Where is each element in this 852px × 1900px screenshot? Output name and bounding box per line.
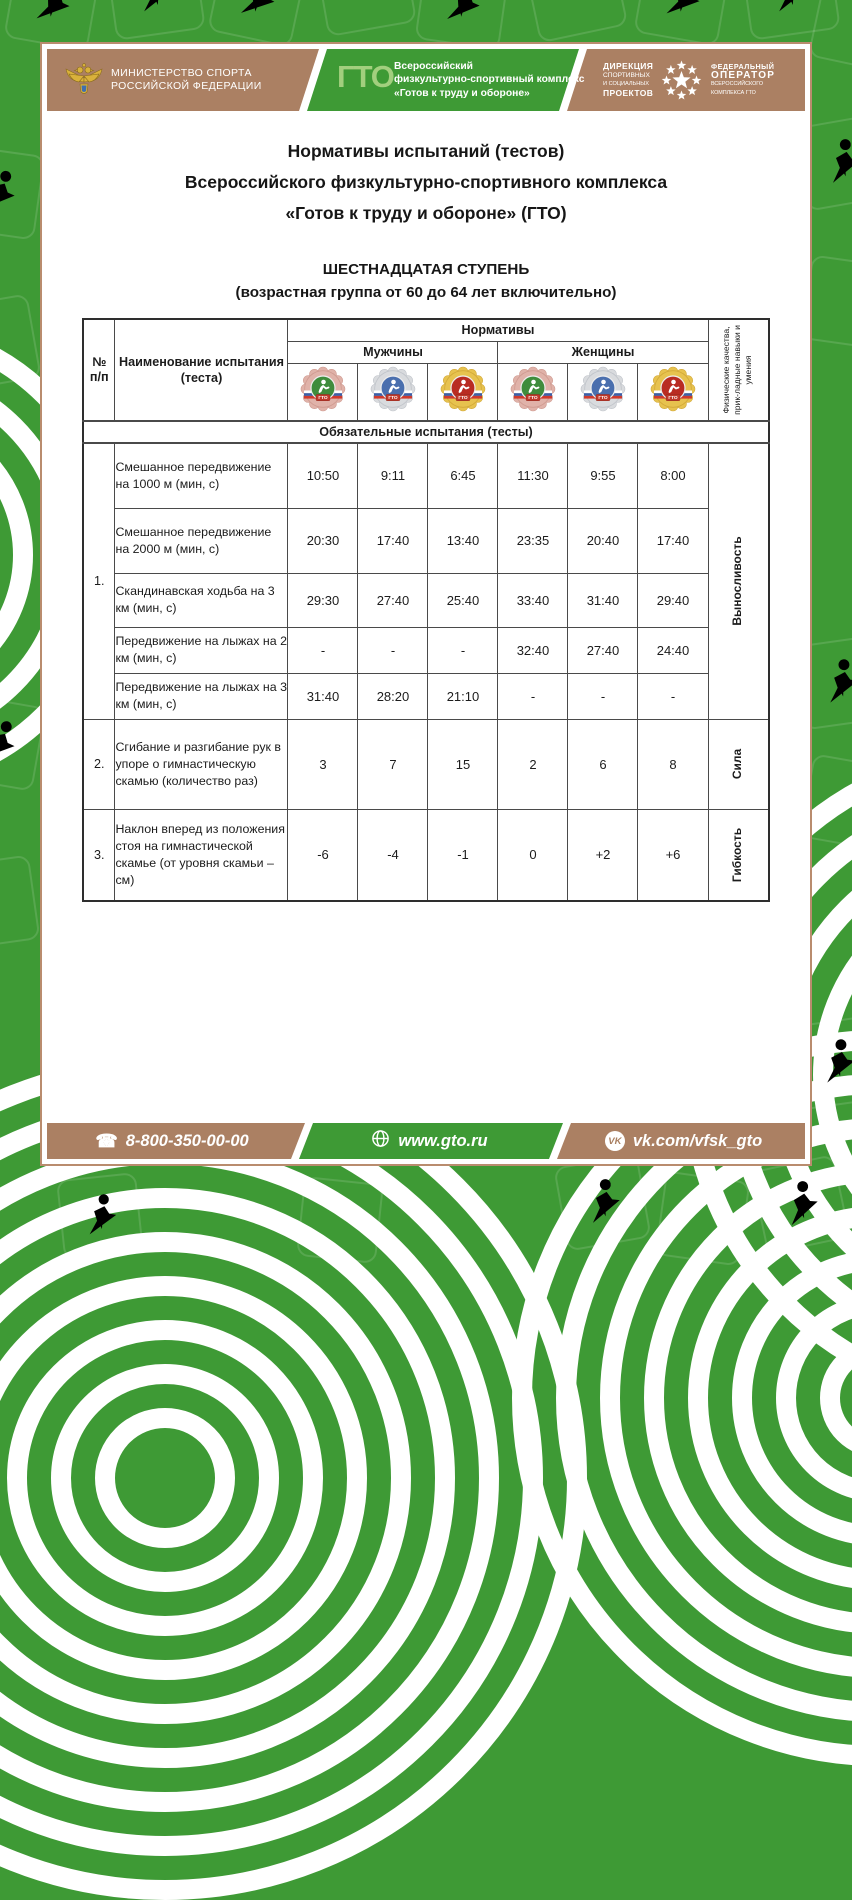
table-row (83, 673, 769, 719)
physical-quality-cell: Выносливость (708, 443, 769, 719)
norm-value-cell: 17:40 (358, 508, 428, 573)
norm-value-cell: 20:40 (568, 508, 638, 573)
title-line1: Нормативы испытаний (тестов) (287, 141, 565, 161)
norm-value-cell: 32:40 (498, 627, 568, 673)
norm-value-cell: -1 (428, 809, 498, 901)
col-header-women: Женщины (498, 341, 708, 363)
gto-badge-silver-icon (568, 363, 638, 421)
gto-badge-bronze-icon (498, 363, 568, 421)
norm-value-cell: 17:40 (638, 508, 708, 573)
norm-value-cell: 20:30 (288, 508, 358, 573)
age-group: (возрастная группа от 60 до 64 лет включительно) (235, 284, 617, 301)
test-name-cell: Передвижение на лыжах на 2 км (мин, с) (115, 627, 288, 673)
norm-value-cell: 3 (288, 719, 358, 809)
svg-text:ГТО: ГТО (528, 396, 538, 402)
col-header-number: № п/п (83, 319, 115, 421)
ministry-title (111, 67, 262, 93)
norm-value-cell: - (568, 673, 638, 719)
norm-value-cell: - (288, 627, 358, 673)
physical-quality-cell: Сила (708, 719, 769, 809)
norm-value-cell: 23:35 (498, 508, 568, 573)
globe-icon (371, 1129, 390, 1153)
vk-icon: VK (605, 1131, 625, 1151)
ministry-line2: РОССИЙСКОЙ ФЕДЕРАЦИИ (111, 80, 262, 92)
test-name-cell: Смешанное передвижение на 1000 м (мин, с) (115, 443, 288, 508)
phone-number: 8-800-350-00-00 (125, 1131, 249, 1150)
title-line2: Всероссийского физкультурно-спортивного комплекса (184, 172, 668, 192)
physical-quality-cell: Гибкость (708, 809, 769, 901)
norm-value-cell: 27:40 (568, 627, 638, 673)
norm-value-cell: 28:20 (358, 673, 428, 719)
norm-value-cell: 29:40 (638, 573, 708, 627)
hotline-phone (47, 1123, 297, 1159)
col-header-test-name: Наименование испытания (теста) (115, 319, 288, 421)
norm-value-cell: 13:40 (428, 508, 498, 573)
svg-text:ГТО: ГТО (318, 396, 328, 402)
table-row (83, 508, 769, 573)
norm-value-cell: -4 (358, 809, 428, 901)
table-row (83, 719, 769, 809)
gto-badge-gold-icon (638, 363, 708, 421)
col-header-qualities: Физические качества, прик-ладные навыки и умения (708, 319, 769, 421)
norm-value-cell: +6 (638, 809, 708, 901)
table-row (83, 809, 769, 901)
norm-value-cell: - (498, 673, 568, 719)
svg-text:ГТО: ГТО (388, 396, 398, 402)
norm-value-cell: 0 (498, 809, 568, 901)
table-row (83, 627, 769, 673)
stage-subtitle (42, 258, 810, 304)
test-name-cell: Наклон вперед из положения стоя на гимнастической скамье (от уровня скамьи – см) (115, 809, 288, 901)
svg-text:ГТО: ГТО (458, 396, 468, 402)
norms-table (82, 318, 770, 902)
norm-value-cell: 6:45 (428, 443, 498, 508)
norm-value-cell: 6 (568, 719, 638, 809)
norm-value-cell: 9:11 (358, 443, 428, 508)
norm-value-cell: 27:40 (358, 573, 428, 627)
direction-title: ДИРЕКЦИЯ СПОРТИВНЫХ И СОЦИАЛЬНЫХ ПРОЕКТОВ (603, 61, 654, 98)
norm-value-cell: 33:40 (498, 573, 568, 627)
star-snowflake-icon (659, 58, 704, 108)
norm-value-cell: +2 (568, 809, 638, 901)
test-name-cell: Сгибание и разгибание рук в упоре о гимнастическую скамью (количество раз) (115, 719, 288, 809)
svg-text:ГТО: ГТО (668, 396, 678, 402)
title-line3: «Готов к труду и обороне» (ГТО) (285, 203, 567, 223)
norm-value-cell: 7 (358, 719, 428, 809)
norm-value-cell: 8 (638, 719, 708, 809)
gto-badge-gold-icon (428, 363, 498, 421)
gto-complex-title (394, 60, 584, 100)
table-row (83, 443, 769, 508)
mandatory-tests-section-header: Обязательные испытания (тесты) (83, 421, 769, 443)
vk-url: vk.com/vfsk_gto (632, 1131, 763, 1150)
norm-value-cell: 2 (498, 719, 568, 809)
gto-line1: Всероссийский (394, 61, 473, 72)
norm-value-cell: 21:10 (428, 673, 498, 719)
norm-value-cell: 10:50 (288, 443, 358, 508)
col-header-norms: Нормативы (288, 319, 708, 341)
double-headed-eagle-icon (63, 62, 105, 103)
test-name-cell: Смешанное передвижение на 2000 м (мин, с) (115, 508, 288, 573)
page-title (42, 136, 810, 229)
norm-value-cell: 31:40 (568, 573, 638, 627)
norm-value-cell: 25:40 (428, 573, 498, 627)
footer-banner (47, 1123, 805, 1159)
gto-badge-bronze-icon (288, 363, 358, 421)
norm-value-cell: 29:30 (288, 573, 358, 627)
row-number-cell: 2. (83, 719, 115, 809)
website-link (302, 1123, 557, 1159)
row-number-cell: 1. (83, 443, 115, 719)
norm-value-cell: - (638, 673, 708, 719)
test-name-cell: Скандинавская ходьба на 3 км (мин, с) (115, 573, 288, 627)
norm-value-cell: 11:30 (498, 443, 568, 508)
gto-line2: физкультурно-спортивный комплекс (394, 74, 585, 86)
row-number-cell: 3. (83, 809, 115, 901)
top-banner (47, 49, 805, 111)
norm-value-cell: -6 (288, 809, 358, 901)
svg-text:ГТО: ГТО (598, 396, 608, 402)
website-url: www.gto.ru (398, 1131, 488, 1150)
test-name-cell: Передвижение на лыжах на 3 км (мин, с) (115, 673, 288, 719)
gto-line3: «Готов к труду и обороне» (394, 87, 530, 99)
gto-badge-silver-icon (358, 363, 428, 421)
ministry-line1: МИНИСТЕРСТВО СПОРТА (111, 67, 252, 79)
phone-icon: ☎ (95, 1130, 118, 1151)
table-row (83, 573, 769, 627)
norm-value-cell: 15 (428, 719, 498, 809)
norm-value-cell: 24:40 (638, 627, 708, 673)
vk-link (562, 1123, 805, 1159)
stage-name: ШЕСТНАДЦАТАЯ СТУПЕНЬ (322, 261, 530, 278)
norm-value-cell: - (428, 627, 498, 673)
col-header-men: Мужчины (288, 341, 498, 363)
gto-logo: ГТО (337, 59, 394, 94)
poster-card (40, 42, 812, 1166)
norm-value-cell: - (358, 627, 428, 673)
norm-value-cell: 31:40 (288, 673, 358, 719)
norm-value-cell: 9:55 (568, 443, 638, 508)
norm-value-cell: 8:00 (638, 443, 708, 508)
federal-operator-title: ФЕДЕРАЛЬНЫЙ ОПЕРАТОР ВСЕРОССИЙСКОГО КОМПЛЕКСА ГТО (711, 62, 776, 96)
